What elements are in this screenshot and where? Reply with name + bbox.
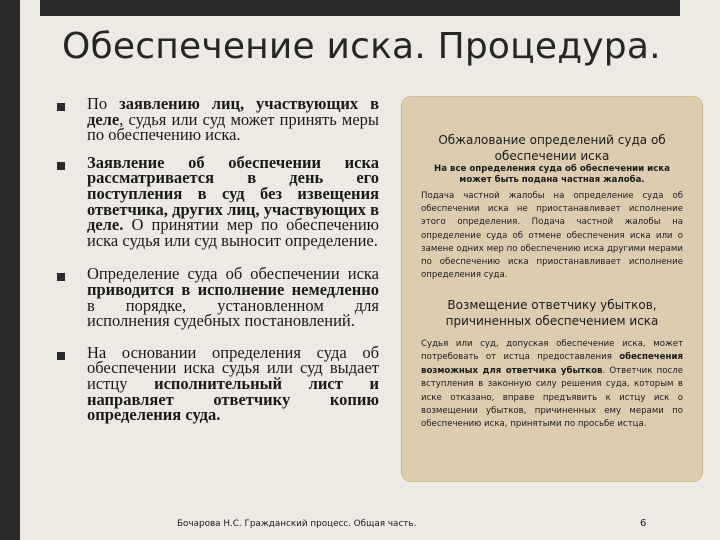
panel-bold-line: На все определения суда об обеспечении иска может быть подана частная жалоба. xyxy=(434,164,670,185)
bullet-item-2 xyxy=(57,152,379,250)
slide-title: Обеспечение иска. Процедура. xyxy=(62,26,661,67)
bullet-square-icon xyxy=(57,162,65,170)
info-panel xyxy=(401,96,703,482)
panel-heading-appeal: Обжалование определений суда об обеспечении иска xyxy=(438,133,666,163)
bullet-item-3 xyxy=(57,264,379,331)
top-accent-bar xyxy=(40,0,680,16)
bullet-square-icon xyxy=(57,103,65,111)
bullet-item-4 xyxy=(57,342,379,425)
bullet-list xyxy=(57,96,379,435)
bullet-square-icon xyxy=(57,273,65,281)
bullet-text: Заявление об обеспечении иска рассматривается в день его поступления в суд без извещения ответчика, других лиц, участвующих в деле. О принятии мер по обеспечению иска судья или суд выносит определение. xyxy=(87,152,379,250)
footer-citation: Бочарова Н.С. Гражданский процесс. Общая часть. xyxy=(177,519,417,529)
bullet-item-1 xyxy=(57,96,379,143)
bullet-text: По заявлению лиц, участвующих в деле, судья или суд может принять меры по обеспечению иска. xyxy=(87,94,379,145)
left-accent-bar xyxy=(0,0,20,540)
bullet-text: На основании определения суда об обеспечении иска судья или суд выдает истцу исполнительный лист и направляет ответчику копию определения суда. xyxy=(87,342,379,425)
panel-paragraph-damages: Судья или суд, допуская обеспечение иска, может потребовать от истца предоставления обеспечения возможных для ответчика убытков. Ответчик после вступления в законную силу решения суда, которым в иске отказано, вправе предъявить к истцу иск о возмещении убытков, причиненных ему мерами по обеспечению иска, принятыми по просьбе истца. xyxy=(421,339,683,430)
panel-heading-damages: Возмещение ответчику убытков, причиненных обеспечением иска xyxy=(445,298,659,328)
panel-paragraph-appeal: Подача частной жалобы на определение суда об обеспечении иска не приостанавливает исполнение этого определения. Подача частной жалобы на определение суда об отмене обеспечения иска или о замене одних мер по обеспечению иска другими мерами по обеспечению иска приостанавливает исполнение определения суда. xyxy=(421,191,683,281)
bullet-text: Определение суда об обеспечении иска приводится в исполнение немедленно в порядке, установленном для исполнения судебных постановлений. xyxy=(87,264,379,331)
page-number: 6 xyxy=(640,518,647,529)
bullet-square-icon xyxy=(57,352,65,360)
